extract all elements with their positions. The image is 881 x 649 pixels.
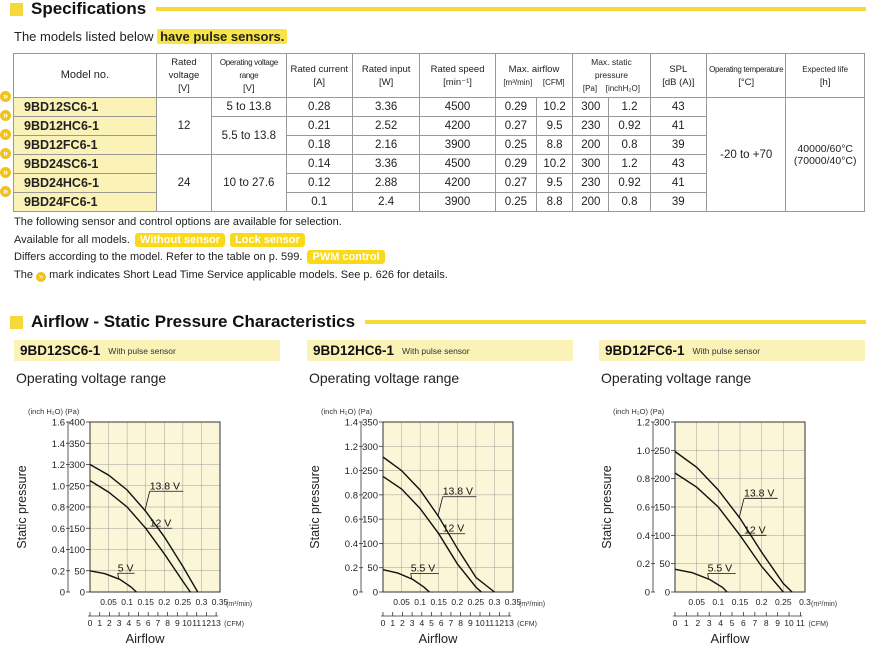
y-tick-label-pa: 150 bbox=[69, 523, 85, 535]
rated-voltage-cell: 12 bbox=[156, 98, 211, 155]
rated-input-cell: 2.88 bbox=[352, 174, 419, 193]
y-tick-label-in: 0.4 bbox=[344, 538, 358, 550]
rated-speed-cell: 3900 bbox=[420, 193, 495, 212]
spec-intro bbox=[14, 29, 287, 44]
section-rule bbox=[365, 320, 866, 324]
x-axis-label: Airflow bbox=[418, 631, 458, 646]
x-tick-label-cfm: 1 bbox=[684, 618, 689, 628]
x-tick-label-cfm: 8 bbox=[763, 618, 769, 628]
rated-input-cell: 3.36 bbox=[352, 98, 419, 117]
y-tick-label-in: 0.2 bbox=[51, 566, 65, 578]
header-rated-input: Rated input [W] bbox=[352, 54, 419, 98]
x-tick-label-m3: 0.2 bbox=[158, 597, 171, 607]
x-tick-label-cfm: 2 bbox=[400, 618, 405, 628]
y-tick-label-pa: 0 bbox=[79, 587, 85, 599]
rated-speed-cell: 4500 bbox=[420, 155, 495, 174]
y-tick-label-pa: 300 bbox=[362, 441, 378, 453]
y-tick-label-pa: 300 bbox=[654, 417, 670, 429]
series-label: 5.5 V bbox=[707, 562, 733, 575]
y-tick-label-in: 0.8 bbox=[636, 474, 650, 486]
short-lead-marker: » bbox=[0, 167, 11, 178]
x-tick-label-m3: 0.2 bbox=[755, 597, 768, 607]
airflow-cfm-cell: 9.5 bbox=[537, 117, 573, 136]
series-label: 13.8 V bbox=[442, 485, 474, 498]
y-tick-label-pa: 50 bbox=[659, 559, 670, 571]
y-tick-label-in: 0.8 bbox=[344, 490, 358, 502]
x-tick-label-cfm: 4 bbox=[419, 618, 425, 628]
spl-cell: 43 bbox=[650, 98, 706, 117]
y-units-label: (inch H₂O) (Pa) bbox=[321, 407, 373, 416]
y-axis-label: Static pressure bbox=[308, 465, 322, 549]
x-tick-label-cfm: 5 bbox=[729, 618, 735, 628]
x-tick-label-cfm: 7 bbox=[155, 618, 161, 628]
series-label: 12 V bbox=[149, 517, 172, 530]
x-tick-label-cfm: 0 bbox=[87, 618, 93, 628]
rated-speed-cell: 3900 bbox=[420, 136, 495, 155]
table-header-row bbox=[14, 54, 865, 98]
x-tick-label-m3: 0.1 bbox=[121, 597, 134, 607]
op-range-label: Operating voltage range bbox=[601, 370, 752, 386]
airflow-m3-cell: 0.25 bbox=[495, 193, 536, 212]
y-tick-label-in: 1.4 bbox=[51, 438, 65, 450]
static-in-cell: 0.8 bbox=[609, 193, 650, 212]
chart-panel-3 bbox=[599, 340, 865, 646]
y-tick-label-pa: 200 bbox=[654, 474, 670, 486]
short-lead-marker: » bbox=[0, 110, 11, 121]
airflow-m3-cell: 0.27 bbox=[495, 117, 536, 136]
x-tick-label-cfm: 1 bbox=[97, 618, 103, 628]
model-cell: 9BD24SC6-1 bbox=[14, 155, 157, 174]
airflow-m3-cell: 0.27 bbox=[495, 174, 536, 193]
x-tick-label-m3: 0.15 bbox=[430, 597, 447, 607]
airflow-cfm-cell: 9.5 bbox=[537, 174, 573, 193]
y-tick-label-in: 1.2 bbox=[344, 441, 358, 453]
static-in-cell: 0.92 bbox=[609, 117, 650, 136]
model-cell: 9BD12HC6-1 bbox=[14, 117, 157, 136]
series-label: 5.5 V bbox=[410, 562, 436, 575]
x-unit-m3: (m³/min) bbox=[519, 601, 546, 608]
short-lead-marker: » bbox=[0, 91, 11, 102]
x-tick-label-cfm: 11 bbox=[192, 618, 202, 628]
y-tick-label-in: 0.6 bbox=[636, 502, 650, 514]
x-tick-label-cfm: 3 bbox=[409, 618, 415, 628]
static-in-cell: 1.2 bbox=[609, 155, 650, 174]
airflow-cfm-cell: 10.2 bbox=[537, 155, 573, 174]
airflow-m3-cell: 0.29 bbox=[495, 155, 536, 174]
note-line-2: Available for all models. Without sensor Lock sensor bbox=[14, 232, 448, 250]
rated-speed-cell: 4200 bbox=[420, 117, 495, 136]
series-label: 12 V bbox=[442, 522, 465, 535]
y-units-label: (inch H₂O) (Pa) bbox=[613, 407, 665, 416]
note-line-1: The following sensor and control options are available for selection. bbox=[14, 216, 342, 228]
pill-without-sensor: Without sensor bbox=[135, 233, 225, 247]
rated-speed-cell: 4200 bbox=[420, 174, 495, 193]
rated-input-cell: 2.52 bbox=[352, 117, 419, 136]
x-tick-label-cfm: 11 bbox=[796, 618, 805, 628]
static-pa-cell: 230 bbox=[573, 117, 609, 136]
op-temp-cell: -20 to +70 bbox=[706, 98, 785, 212]
table-row bbox=[14, 98, 865, 117]
spl-cell: 39 bbox=[650, 193, 706, 212]
specifications-header bbox=[10, 0, 866, 19]
y-tick-label-in: 0.6 bbox=[51, 523, 65, 535]
rated-speed-cell: 4500 bbox=[420, 98, 495, 117]
header-rated-current: Rated current [A] bbox=[286, 54, 352, 98]
y-tick-label-in: 1.2 bbox=[636, 417, 650, 429]
x-tick-label-m3: 0.3 bbox=[488, 597, 501, 607]
rated-current-cell: 0.12 bbox=[286, 174, 352, 193]
y-tick-label-pa: 350 bbox=[362, 417, 378, 429]
x-tick-label-cfm: 5 bbox=[429, 618, 434, 628]
airflow-cfm-cell: 8.8 bbox=[537, 193, 573, 212]
note-line-4: The » mark indicates Short Lead Time Service applicable models. See p. 626 for details. bbox=[14, 268, 448, 281]
y-tick-label-pa: 250 bbox=[69, 481, 85, 493]
op-range-label: Operating voltage range bbox=[16, 370, 167, 386]
y-tick-label-pa: 100 bbox=[362, 538, 378, 550]
rated-current-cell: 0.21 bbox=[286, 117, 352, 136]
x-tick-label-m3: 0.3 bbox=[195, 597, 208, 607]
static-pa-cell: 200 bbox=[573, 193, 609, 212]
model-cell: 9BD12SC6-1 bbox=[14, 98, 157, 117]
life-cell bbox=[786, 98, 865, 212]
chart-panel-2 bbox=[307, 340, 573, 646]
x-tick-label-cfm: 10 bbox=[182, 618, 192, 628]
x-tick-label-m3: 0.15 bbox=[731, 597, 749, 607]
y-tick-label-in: 0 bbox=[352, 587, 358, 599]
x-tick-label-cfm: 12 bbox=[494, 618, 505, 628]
section-title: Specifications bbox=[31, 0, 147, 18]
static-pa-cell: 200 bbox=[573, 136, 609, 155]
x-tick-label-cfm: 4 bbox=[718, 618, 723, 628]
section-marker bbox=[10, 3, 23, 16]
y-tick-label-pa: 100 bbox=[654, 530, 670, 542]
rated-input-cell: 2.16 bbox=[352, 136, 419, 155]
x-tick-label-cfm: 3 bbox=[706, 618, 712, 628]
header-model: Model no. bbox=[14, 54, 157, 98]
y-axis-label: Static pressure bbox=[600, 465, 614, 549]
chart-subtitle: With pulse sensor bbox=[108, 345, 176, 356]
section-title: Airflow - Static Pressure Characteristics bbox=[31, 312, 356, 331]
x-tick-label-cfm: 2 bbox=[107, 618, 112, 628]
x-tick-label-m3: 0.2 bbox=[451, 597, 464, 607]
x-tick-label-m3: 0.35 bbox=[211, 597, 229, 607]
rated-current-cell: 0.28 bbox=[286, 98, 352, 117]
model-cell: 9BD24HC6-1 bbox=[14, 174, 157, 193]
x-tick-label-cfm: 0 bbox=[672, 618, 678, 628]
op-voltage-cell: 10 to 27.6 bbox=[212, 155, 286, 212]
intro-text: The models listed below bbox=[14, 29, 154, 44]
chart-panel-1 bbox=[14, 340, 280, 646]
short-lead-mark-icon: » bbox=[36, 272, 46, 282]
short-lead-marker: » bbox=[0, 186, 11, 197]
x-tick-label-cfm: 13 bbox=[504, 618, 514, 628]
op-voltage-cell: 5 to 13.8 bbox=[212, 98, 286, 117]
x-tick-label-cfm: 13 bbox=[211, 618, 221, 628]
chart-subtitle: With pulse sensor bbox=[692, 345, 761, 356]
y-units-label: (inch H₂O) (Pa) bbox=[28, 407, 80, 416]
chart-svg bbox=[307, 400, 573, 646]
x-tick-label-cfm: 10 bbox=[784, 618, 794, 628]
x-axis-label: Airflow bbox=[710, 631, 750, 646]
y-tick-label-pa: 400 bbox=[69, 417, 85, 429]
rated-voltage-cell: 24 bbox=[156, 155, 211, 212]
x-tick-label-m3: 0.3 bbox=[799, 597, 811, 607]
static-in-cell: 1.2 bbox=[609, 98, 650, 117]
x-tick-label-cfm: 4 bbox=[126, 618, 132, 628]
options-notes bbox=[14, 214, 448, 284]
rated-input-cell: 2.4 bbox=[352, 193, 419, 212]
x-unit-m3: (m³/min) bbox=[226, 601, 253, 608]
y-tick-label-pa: 250 bbox=[362, 466, 378, 478]
x-tick-label-cfm: 9 bbox=[467, 618, 473, 628]
y-tick-label-pa: 50 bbox=[74, 566, 85, 578]
intro-highlight: have pulse sensors. bbox=[157, 29, 287, 44]
airflow-cfm-cell: 10.2 bbox=[537, 98, 573, 117]
op-range-label: Operating voltage range bbox=[309, 370, 460, 386]
x-tick-label-m3: 0.25 bbox=[775, 597, 792, 607]
x-tick-label-cfm: 7 bbox=[448, 618, 454, 628]
x-tick-label-m3: 0.25 bbox=[174, 597, 192, 607]
y-tick-label-in: 0.2 bbox=[636, 559, 650, 571]
x-tick-label-m3: 0.1 bbox=[414, 597, 427, 607]
x-unit-cfm: (CFM) bbox=[808, 621, 829, 628]
x-tick-label-cfm: 12 bbox=[201, 618, 212, 628]
short-lead-marker: » bbox=[0, 148, 11, 159]
x-tick-label-cfm: 6 bbox=[145, 618, 151, 628]
y-tick-label-in: 0 bbox=[59, 587, 65, 599]
op-voltage-cell: 5.5 to 13.8 bbox=[212, 117, 286, 155]
static-in-cell: 0.8 bbox=[609, 136, 650, 155]
x-tick-label-cfm: 10 bbox=[475, 618, 485, 628]
x-tick-label-m3: 0.1 bbox=[712, 597, 725, 607]
y-tick-label-in: 1.4 bbox=[344, 417, 358, 429]
y-tick-label-in: 0.2 bbox=[344, 563, 358, 575]
y-tick-label-in: 1.0 bbox=[344, 466, 358, 478]
x-unit-m3: (m³/min) bbox=[811, 601, 838, 608]
header-rated-voltage: Rated voltage [V] bbox=[156, 54, 211, 98]
chart-subtitle: With pulse sensor bbox=[402, 345, 470, 356]
spl-cell: 43 bbox=[650, 155, 706, 174]
header-rated-speed: Rated speed [min⁻¹] bbox=[420, 54, 495, 98]
static-in-cell: 0.92 bbox=[609, 174, 650, 193]
x-tick-label-cfm: 7 bbox=[752, 618, 758, 628]
y-tick-label-in: 1.0 bbox=[636, 445, 650, 457]
airflow-m3-cell: 0.29 bbox=[495, 98, 536, 117]
x-tick-label-cfm: 6 bbox=[438, 618, 444, 628]
x-tick-label-m3: 0.35 bbox=[504, 597, 522, 607]
series-label: 5 V bbox=[117, 562, 134, 575]
x-tick-label-m3: 0.25 bbox=[467, 597, 485, 607]
rated-current-cell: 0.14 bbox=[286, 155, 352, 174]
section-rule bbox=[156, 7, 866, 11]
model-cell: 9BD24FC6-1 bbox=[14, 193, 157, 212]
pill-lock-sensor: Lock sensor bbox=[230, 233, 305, 247]
y-tick-label-pa: 200 bbox=[362, 490, 378, 502]
y-tick-label-in: 0.4 bbox=[51, 545, 65, 556]
x-tick-label-cfm: 2 bbox=[695, 618, 701, 628]
y-tick-label-pa: 0 bbox=[372, 587, 378, 599]
airflow-m3-cell: 0.25 bbox=[495, 136, 536, 155]
rated-current-cell: 0.18 bbox=[286, 136, 352, 155]
x-tick-label-cfm: 6 bbox=[741, 618, 746, 628]
airflow-cfm-cell: 8.8 bbox=[537, 136, 573, 155]
header-op-temp: Operating temperature [°C] bbox=[706, 54, 785, 98]
y-tick-label-pa: 250 bbox=[654, 445, 670, 457]
spl-cell: 41 bbox=[650, 117, 706, 136]
y-tick-label-in: 0.6 bbox=[344, 514, 358, 526]
chart-title: 9BD12SC6-1 bbox=[20, 343, 101, 358]
y-tick-label-in: 0 bbox=[644, 587, 650, 599]
static-pa-cell: 300 bbox=[573, 98, 609, 117]
y-tick-label-pa: 350 bbox=[69, 438, 85, 450]
chart-title: 9BD12FC6-1 bbox=[605, 343, 685, 358]
header-op-voltage: Operating voltage range [V] bbox=[212, 54, 286, 98]
spec-table bbox=[13, 53, 865, 212]
y-tick-label-pa: 200 bbox=[69, 502, 85, 514]
y-tick-label-in: 1.0 bbox=[51, 481, 65, 493]
rated-input-cell: 3.36 bbox=[352, 155, 419, 174]
header-max-static: Max. static pressure [Pa] [inchH₂O] bbox=[573, 54, 650, 98]
short-lead-marker: » bbox=[0, 129, 11, 140]
y-tick-label-pa: 150 bbox=[654, 502, 670, 514]
x-unit-cfm: (CFM) bbox=[224, 621, 244, 628]
header-max-airflow: Max. airflow [m³/min] [CFM] bbox=[495, 54, 572, 98]
header-spl: SPL [dB (A)] bbox=[650, 54, 706, 98]
y-tick-label-pa: 0 bbox=[664, 587, 670, 599]
series-label: 13.8 V bbox=[744, 487, 775, 500]
x-tick-label-m3: 0.05 bbox=[100, 597, 117, 607]
y-tick-label-pa: 300 bbox=[69, 460, 85, 471]
pill-pwm-control: PWM control bbox=[307, 250, 384, 264]
chart-svg bbox=[599, 400, 865, 646]
model-cell: 9BD12FC6-1 bbox=[14, 136, 157, 155]
chart-svg bbox=[14, 400, 280, 646]
x-tick-label-cfm: 9 bbox=[174, 618, 180, 628]
chart-title: 9BD12HC6-1 bbox=[313, 343, 395, 358]
note-line-3: Differs according to the model. Refer to the table on p. 599. PWM control bbox=[14, 249, 448, 267]
x-axis-label: Airflow bbox=[125, 631, 165, 646]
x-tick-label-cfm: 1 bbox=[390, 618, 396, 628]
spl-cell: 39 bbox=[650, 136, 706, 155]
x-tick-label-cfm: 8 bbox=[165, 618, 170, 628]
y-tick-label-in: 0.8 bbox=[51, 502, 65, 514]
airflow-header bbox=[10, 312, 866, 332]
static-pa-cell: 300 bbox=[573, 155, 609, 174]
x-tick-label-cfm: 9 bbox=[775, 618, 780, 628]
x-tick-label-m3: 0.05 bbox=[393, 597, 410, 607]
life-line-2: (70000/40°C) bbox=[793, 154, 857, 167]
life-line-1: 40000/60°C bbox=[797, 142, 853, 155]
plot-area bbox=[383, 422, 513, 592]
y-tick-label-pa: 150 bbox=[362, 514, 378, 526]
series-label: 12 V bbox=[744, 524, 766, 537]
y-tick-label-in: 1.6 bbox=[51, 417, 65, 429]
x-tick-label-cfm: 5 bbox=[136, 618, 141, 628]
y-tick-label-pa: 50 bbox=[367, 563, 378, 575]
spl-cell: 41 bbox=[650, 174, 706, 193]
x-tick-label-cfm: 8 bbox=[458, 618, 463, 628]
series-label: 13.8 V bbox=[149, 480, 181, 493]
y-tick-label-in: 1.2 bbox=[51, 460, 65, 471]
x-tick-label-m3: 0.05 bbox=[688, 597, 705, 607]
x-tick-label-cfm: 3 bbox=[116, 618, 122, 628]
y-tick-label-pa: 100 bbox=[69, 545, 85, 556]
rated-current-cell: 0.1 bbox=[286, 193, 352, 212]
x-tick-label-cfm: 11 bbox=[485, 618, 495, 628]
x-tick-label-cfm: 0 bbox=[380, 618, 386, 628]
y-axis-label: Static pressure bbox=[15, 465, 29, 549]
x-tick-label-m3: 0.15 bbox=[137, 597, 154, 607]
y-tick-label-in: 0.4 bbox=[636, 530, 650, 542]
x-unit-cfm: (CFM) bbox=[517, 621, 537, 628]
header-life: Expected life [h] bbox=[786, 54, 865, 98]
static-pa-cell: 230 bbox=[573, 174, 609, 193]
section-marker bbox=[10, 316, 23, 329]
